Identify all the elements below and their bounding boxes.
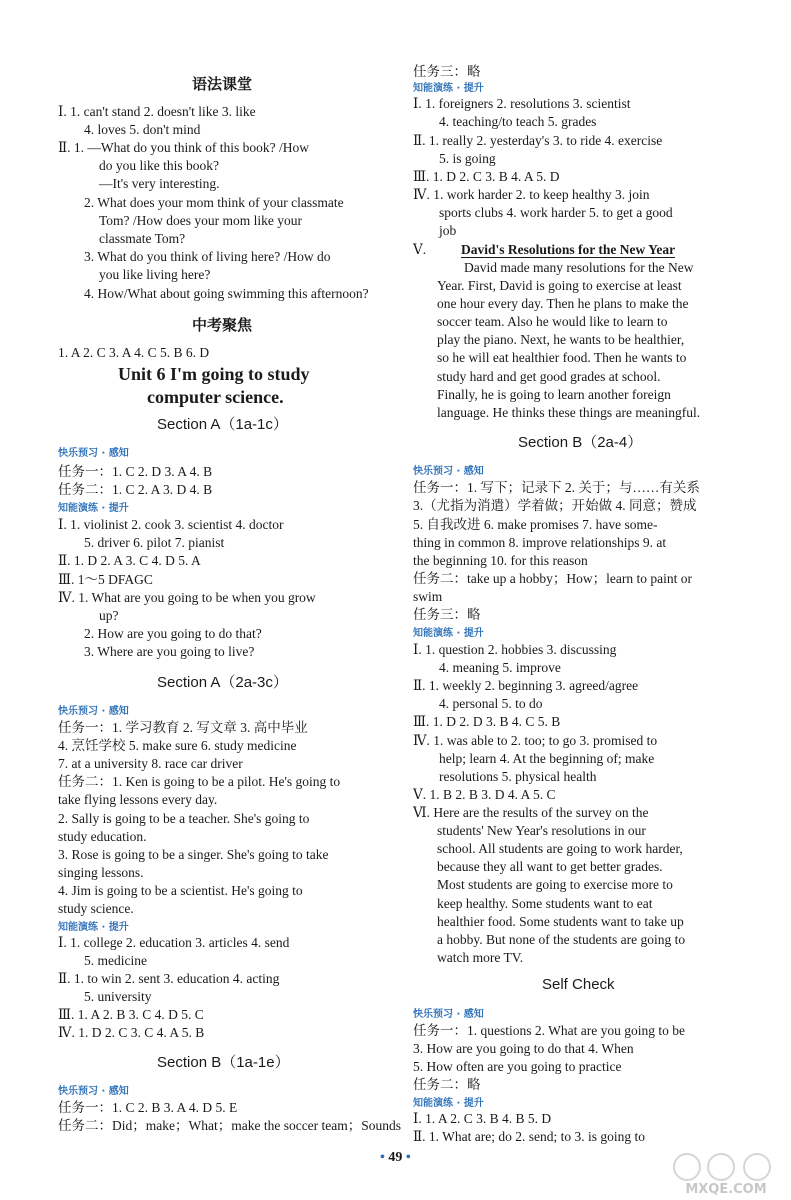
answer-line: 4. teaching/to teach 5. grades bbox=[439, 114, 597, 129]
answer-line: because they all want to get better grades. bbox=[437, 859, 663, 874]
answer-line: 3. Rose is going to be a singer. She's going to take bbox=[58, 847, 329, 862]
answer-line: Ⅰ. 1. violinist 2. cook 3. scientist 4. doctor bbox=[58, 517, 284, 532]
answer-line: Ⅲ. 1. D 2. D 3. B 4. C 5. B bbox=[413, 714, 561, 729]
answer-line: Ⅴ. bbox=[413, 242, 427, 257]
answer-line: 5. How often are you going to practice bbox=[413, 1059, 622, 1074]
section-heading: Section B（1a-1e） bbox=[157, 1054, 290, 1071]
section-label: 快乐预习 · 感知 bbox=[58, 448, 129, 459]
section-label: 知能演练 · 提升 bbox=[413, 628, 484, 639]
section-label: 快乐预习 · 感知 bbox=[58, 706, 129, 717]
section-label: 快乐预习 · 感知 bbox=[413, 1009, 484, 1020]
section-heading: Section A（2a-3c） bbox=[157, 674, 288, 691]
answer-line: Ⅳ. 1. work harder 2. to keep healthy 3. join bbox=[413, 187, 650, 202]
answer-line: you like living here? bbox=[99, 267, 211, 282]
answer-line: 任务一：1. 学习教育 2. 写文章 3. 高中毕业 bbox=[58, 720, 308, 735]
answer-line: watch more TV. bbox=[437, 950, 524, 965]
answer-line: 1. A 2. C 3. A 4. C 5. B 6. D bbox=[58, 345, 210, 360]
answer-line: Ⅲ. 1. A 2. B 3. C 4. D 5. C bbox=[58, 1007, 204, 1022]
answer-line: soccer team. Also he would like to learn to bbox=[437, 314, 668, 329]
answer-line: do you like this book? bbox=[99, 158, 219, 173]
answer-line: 2. Sally is going to be a teacher. She's going to bbox=[58, 811, 310, 826]
answer-line: Ⅴ. 1. B 2. B 3. D 4. A 5. C bbox=[413, 787, 556, 802]
answer-line: 4. 烹饪学校 5. make sure 6. study medicine bbox=[58, 738, 297, 753]
answer-line: David made many resolutions for the New bbox=[464, 260, 694, 275]
answer-line: study science. bbox=[58, 901, 134, 916]
answer-line: Ⅰ. 1. college 2. education 3. articles 4. send bbox=[58, 935, 290, 950]
section-label: 快乐预习 · 感知 bbox=[413, 466, 484, 477]
answer-line: 4. Jim is going to be a scientist. He's going to bbox=[58, 883, 303, 898]
answer-line: 任务二：Did；make；What；make the soccer team；Sounds bbox=[58, 1118, 402, 1133]
answer-line: 任务一：1. C 2. D 3. A 4. B bbox=[58, 464, 213, 479]
answer-line: 3. What do you think of living here? /How do bbox=[84, 249, 331, 264]
answer-line: healthier food. Some students want to take up bbox=[437, 914, 684, 929]
section-label: 知能演练 · 提升 bbox=[58, 922, 129, 933]
answer-line: 7. at a university 8. race car driver bbox=[58, 756, 243, 771]
answer-line: resolutions 5. physical health bbox=[439, 769, 597, 784]
answer-line: so he will eat healthier food. Then he wants to bbox=[437, 350, 687, 365]
answer-line: 5. medicine bbox=[84, 953, 147, 968]
answer-line: the beginning 10. for this reason bbox=[413, 553, 588, 568]
answer-line: language. He thinks these things are meaningful. bbox=[437, 405, 701, 420]
answer-line: Ⅲ. 1～5 DFAGC bbox=[58, 572, 153, 587]
answer-line: 3. Where are you going to live? bbox=[84, 644, 255, 659]
answer-line: Finally, he is going to learn another foreign bbox=[437, 387, 671, 402]
answer-line: 2. How are you going to do that? bbox=[84, 626, 262, 641]
answer-line: Year. First, David is going to exercise at least bbox=[437, 278, 682, 293]
watermark-logo bbox=[665, 1150, 787, 1196]
section-label: 快乐预习 · 感知 bbox=[58, 1086, 129, 1097]
answer-line: Ⅵ. Here are the results of the survey on the bbox=[413, 805, 649, 820]
page-number: • 49 • bbox=[380, 1150, 411, 1165]
section-heading: 语法课堂 bbox=[192, 75, 253, 93]
answer-line: study hard and get good grades at school. bbox=[437, 369, 661, 384]
section-heading: 中考聚焦 bbox=[192, 316, 253, 334]
passage-title-text: David's Resolutions for the New Year bbox=[461, 242, 676, 257]
section-heading: Unit 6 I'm going to study bbox=[118, 364, 310, 384]
answer-line: 任务三：略 bbox=[413, 607, 481, 622]
answer-line: Ⅱ. 1. weekly 2. beginning 3. agreed/agree bbox=[413, 678, 639, 693]
answer-line: 任务一：1. questions 2. What are you going to be bbox=[413, 1023, 685, 1038]
answer-line: 3. How are you going to do that 4. When bbox=[413, 1041, 634, 1056]
answer-line: keep healthy. Some students want to eat bbox=[437, 896, 653, 911]
answer-line: study education. bbox=[58, 829, 147, 844]
answer-line: Ⅲ. 1. D 2. C 3. B 4. A 5. D bbox=[413, 169, 560, 184]
section-label: 知能演练 · 提升 bbox=[413, 1098, 484, 1109]
answer-line: Ⅳ. 1. What are you going to be when you grow bbox=[58, 590, 316, 605]
section-heading: Section A（1a-1c） bbox=[157, 416, 288, 433]
answer-line: 任务一：1. C 2. B 3. A 4. D 5. E bbox=[58, 1100, 238, 1115]
page-number-text: 49 bbox=[388, 1150, 403, 1165]
answer-line: 5. 自我改进 6. make promises 7. have some- bbox=[413, 517, 658, 532]
answer-line: sports clubs 4. work harder 5. to get a good bbox=[439, 205, 673, 220]
passage-title bbox=[461, 241, 675, 259]
answer-line: Ⅰ. 1. foreigners 2. resolutions 3. scientist bbox=[413, 96, 631, 111]
section-label: 知能演练 · 提升 bbox=[58, 503, 129, 514]
answer-line: 4. personal 5. to do bbox=[439, 696, 543, 711]
answer-line: help; learn 4. At the beginning of; make bbox=[439, 751, 655, 766]
answer-line: Most students are going to exercise more to bbox=[437, 877, 673, 892]
section-heading: Self Check bbox=[542, 976, 615, 993]
answer-line: 4. meaning 5. improve bbox=[439, 660, 561, 675]
answer-line: 4. loves 5. don't mind bbox=[84, 122, 201, 137]
answer-line: singing lessons. bbox=[58, 865, 144, 880]
answer-line: up? bbox=[99, 608, 119, 623]
answer-line: 5. driver 6. pilot 7. pianist bbox=[84, 535, 225, 550]
answer-line: 3.（尤指为消遣）学着做；开始做 4. 同意；赞成 bbox=[413, 498, 697, 513]
answer-line: take flying lessons every day. bbox=[58, 792, 218, 807]
answer-line: 任务二：1. Ken is going to be a pilot. He's going to bbox=[58, 774, 341, 789]
answer-line: thing in common 8. improve relationships 9. at bbox=[413, 535, 667, 550]
answer-line: 任务一：1. 写下；记录下 2. 关于；与……有关系 bbox=[413, 480, 700, 495]
section-label: 知能演练 · 提升 bbox=[413, 83, 484, 94]
svg-text:MXQE.COM: MXQE.COM bbox=[685, 1182, 767, 1196]
answer-line: Ⅱ. 1. D 2. A 3. C 4. D 5. A bbox=[58, 553, 201, 568]
answer-line: one hour every day. Then he plans to make the bbox=[437, 296, 689, 311]
answer-line: Ⅱ. 1. —What do you think of this book? /How bbox=[58, 140, 310, 155]
answer-line: Ⅰ. 1. question 2. hobbies 3. discussing bbox=[413, 642, 617, 657]
answer-line: swim bbox=[413, 589, 443, 604]
answer-line: 任务二：略 bbox=[413, 1077, 481, 1092]
answer-line: 任务三：略 bbox=[413, 64, 481, 79]
answer-line: 任务二：1. C 2. A 3. D 4. B bbox=[58, 482, 213, 497]
answer-line: Ⅰ. 1. can't stand 2. doesn't like 3. like bbox=[58, 104, 256, 119]
answer-line: Ⅱ. 1. to win 2. sent 3. education 4. acting bbox=[58, 971, 280, 986]
answer-line: Ⅰ. 1. A 2. C 3. B 4. B 5. D bbox=[413, 1111, 552, 1126]
section-heading: Section B（2a-4） bbox=[518, 434, 643, 451]
answer-line: a hobby. But none of the students are going to bbox=[437, 932, 686, 947]
answer-line: students' New Year's resolutions in our bbox=[437, 823, 646, 838]
answer-line: Ⅱ. 1. really 2. yesterday's 3. to ride 4. exercise bbox=[413, 133, 663, 148]
answer-line: Ⅳ. 1. was able to 2. too; to go 3. promised to bbox=[413, 733, 658, 748]
answer-line: 任务二：take up a hobby；How；learn to paint or bbox=[413, 571, 692, 586]
answer-line: 5. is going bbox=[439, 151, 496, 166]
answer-line: 2. What does your mom think of your classmate bbox=[84, 195, 344, 210]
answer-line: —It's very interesting. bbox=[99, 176, 220, 191]
answer-line: Ⅳ. 1. D 2. C 3. C 4. A 5. B bbox=[58, 1025, 205, 1040]
section-heading: computer science. bbox=[147, 387, 284, 407]
answer-line: school. All students are going to work harder, bbox=[437, 841, 683, 856]
answer-line: job bbox=[439, 223, 457, 238]
answer-line: Ⅱ. 1. What are; do 2. send; to 3. is going to bbox=[413, 1129, 646, 1144]
answer-line: Tom? /How does your mom like your bbox=[99, 213, 303, 228]
answer-line: 5. university bbox=[84, 989, 152, 1004]
answer-line: play the piano. Next, he wants to be healthier, bbox=[437, 332, 685, 347]
answer-line: 4. How/What about going swimming this afternoon? bbox=[84, 286, 369, 301]
answer-line: classmate Tom? bbox=[99, 231, 186, 246]
